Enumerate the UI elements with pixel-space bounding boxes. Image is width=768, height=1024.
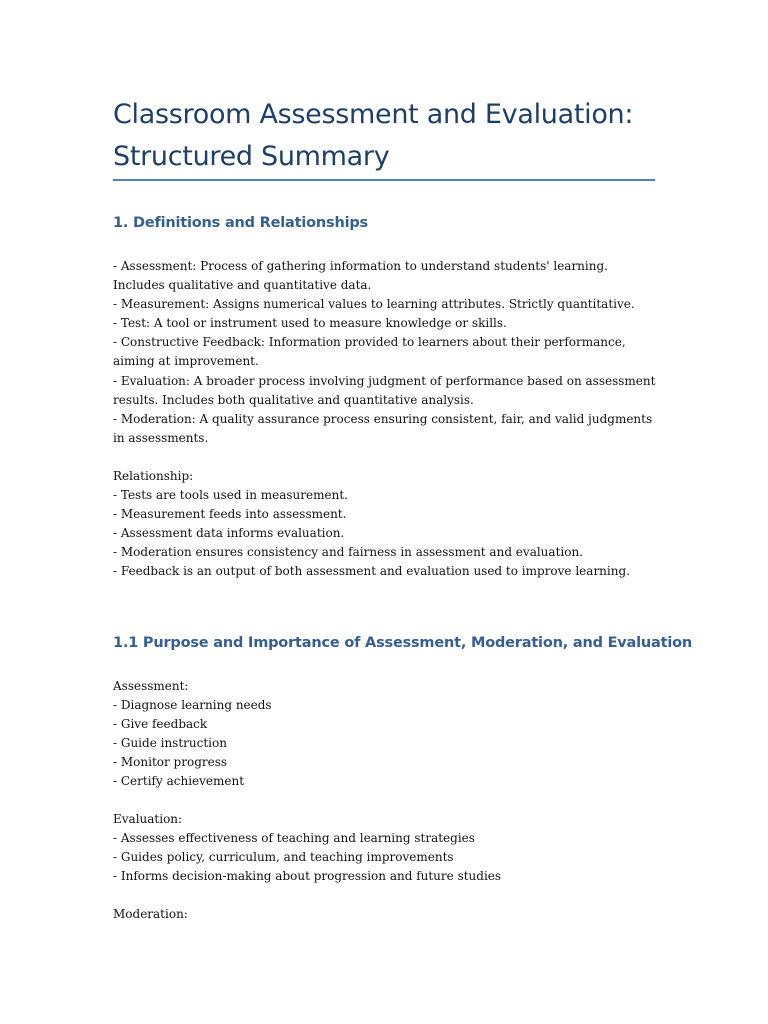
assessment-purpose-item: - Give feedback: [113, 717, 208, 732]
relationships-list: [113, 486, 658, 581]
evaluation-label: Evaluation:: [113, 812, 183, 826]
assessment-purpose-item: - Guide instruction: [113, 736, 227, 751]
assessment-purpose-item: - Monitor progress: [113, 755, 228, 770]
definition-moderation: - Moderation: A quality assurance process ensuring consistent, fair, and valid judgments in assessments.: [113, 411, 653, 445]
moderation-label: Moderation:: [113, 907, 188, 921]
definition-test: - Test: A tool or instrument used to measure knowledge or skills.: [113, 316, 507, 331]
relationship-item: - Tests are tools used in measurement.: [113, 488, 348, 502]
evaluation-purpose-item: - Informs decision-making about progression and future studies: [113, 869, 502, 884]
relationship-item: - Feedback is an output of both assessment and evaluation used to improve learning.: [113, 564, 630, 579]
assessment-purpose-item: - Diagnose learning needs: [113, 698, 272, 712]
assessment-purpose-list: [113, 696, 658, 791]
definition-assessment: - Assessment: Process of gathering information to understand students' learning. Includes qualitative and quantitative data.: [113, 259, 608, 293]
document-title-line-1: Classroom Assessment and Evaluation:: [113, 99, 634, 130]
definitions-list: [113, 257, 658, 448]
title-underline-rule: [113, 179, 655, 181]
evaluation-purpose-list: [113, 829, 658, 886]
assessment-purpose-item: - Certify achievement: [113, 774, 245, 789]
assessment-label: Assessment:: [113, 679, 189, 693]
section-1-1-heading: 1.1 Purpose and Importance of Assessment, Moderation, and Evaluation: [113, 635, 693, 651]
definition-evaluation: - Evaluation: A broader process involving judgment of performance based on assessment results. Includes both qualitative and quantitative analysis.: [113, 373, 656, 407]
section-1-heading: 1. Definitions and Relationships: [113, 215, 368, 231]
relationship-item: - Moderation ensures consistency and fairness in assessment and evaluation.: [113, 545, 583, 560]
evaluation-purpose-item: - Assesses effectiveness of teaching and learning strategies: [113, 831, 475, 845]
relationship-label: Relationship:: [113, 469, 194, 483]
relationship-item: - Assessment data informs evaluation.: [113, 526, 345, 541]
relationship-item: - Measurement feeds into assessment.: [113, 507, 347, 522]
definition-measurement: - Measurement: Assigns numerical values to learning attributes. Strictly quantitative.: [113, 297, 635, 312]
document-title-line-2: Structured Summary: [113, 141, 390, 172]
document-title: [113, 94, 655, 178]
definition-constructive-feedback: - Constructive Feedback: Information provided to learners about their performance, aiming at improvement.: [113, 335, 626, 369]
evaluation-purpose-item: - Guides policy, curriculum, and teaching improvements: [113, 850, 454, 865]
